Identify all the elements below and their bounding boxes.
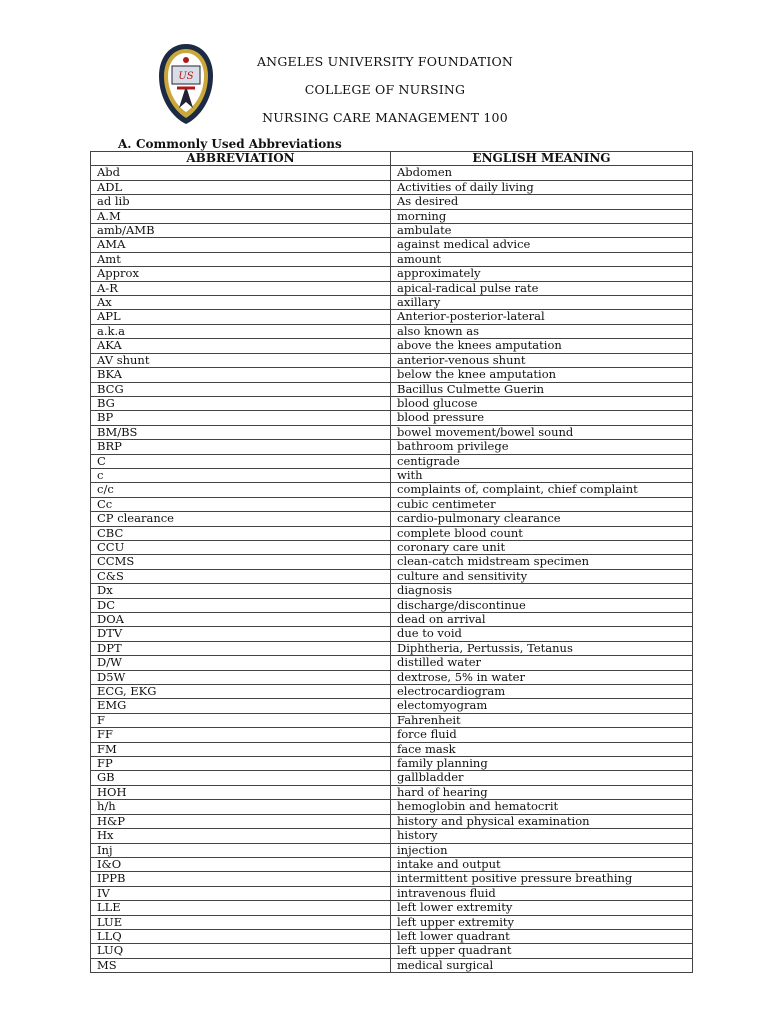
abbreviation-cell: Amt [91,252,391,266]
abbreviation-cell: APL [91,310,391,324]
meaning-cell: injection [391,843,693,857]
table-row [91,540,693,554]
meaning-cell: with [391,468,693,482]
meaning-cell: ambulate [391,224,693,238]
abbreviation-cell: FF [91,728,391,742]
seal-monogram: US [178,71,194,82]
abbreviation-cell: DPT [91,641,391,655]
table-row [91,627,693,641]
table-row [91,785,693,799]
table-row [91,310,693,324]
meaning-cell: also known as [391,324,693,338]
meaning-cell: left lower quadrant [391,929,693,943]
table-row [91,238,693,252]
abbreviation-cell: ECG, EKG [91,685,391,699]
meaning-cell: above the knees amputation [391,339,693,353]
section-heading [118,137,342,151]
meaning-cell: Activities of daily living [391,180,693,194]
meaning-cell: Fahrenheit [391,713,693,727]
meaning-cell: force fluid [391,728,693,742]
meaning-cell: approximately [391,267,693,281]
meaning-cell: left upper quadrant [391,944,693,958]
table-row [91,771,693,785]
abbreviation-cell: BG [91,396,391,410]
table-row [91,944,693,958]
abbreviation-cell: IV [91,886,391,900]
abbreviation-cell: AV shunt [91,353,391,367]
abbreviation-cell: Approx [91,267,391,281]
table-row [91,886,693,900]
table-row [91,613,693,627]
section-number: A. [118,137,132,151]
table-row [91,757,693,771]
table-row [91,699,693,713]
table-row [91,958,693,972]
meaning-cell: hemoglobin and hematocrit [391,800,693,814]
abbreviation-cell: MS [91,958,391,972]
meaning-cell: left lower extremity [391,901,693,915]
meaning-cell: medical surgical [391,958,693,972]
table-row [91,468,693,482]
meaning-cell: Diphtheria, Pertussis, Tetanus [391,641,693,655]
meaning-cell: history and physical examination [391,814,693,828]
table-row [91,267,693,281]
abbreviation-cell: DTV [91,627,391,641]
table-row [91,195,693,209]
table-header-row [91,152,693,166]
abbreviation-cell: F [91,713,391,727]
table-row [91,800,693,814]
table-row [91,497,693,511]
meaning-cell: hard of hearing [391,785,693,799]
table-row [91,829,693,843]
meaning-cell: anterior-venous shunt [391,353,693,367]
meaning-cell: electomyogram [391,699,693,713]
abbreviation-cell: Dx [91,584,391,598]
abbreviation-cell: LLE [91,901,391,915]
table-row [91,224,693,238]
table-row [91,670,693,684]
table-row [91,281,693,295]
abbreviation-cell: FP [91,757,391,771]
meaning-cell: against medical advice [391,238,693,252]
abbreviation-cell: HOH [91,785,391,799]
table-row [91,843,693,857]
abbreviation-cell: c/c [91,483,391,497]
meaning-cell: dead on arrival [391,613,693,627]
meaning-cell: electrocardiogram [391,685,693,699]
table-row [91,728,693,742]
meaning-cell: left upper extremity [391,915,693,929]
table-row [91,382,693,396]
meaning-cell: diagnosis [391,584,693,598]
column-header-english-meaning: ENGLISH MEANING [391,152,693,166]
abbreviation-cell: Cc [91,497,391,511]
meaning-cell: amount [391,252,693,266]
meaning-cell: bathroom privilege [391,440,693,454]
section-title: Commonly Used Abbreviations [136,137,342,151]
meaning-cell: centigrade [391,454,693,468]
table-row [91,454,693,468]
table-row [91,656,693,670]
meaning-cell: intake and output [391,857,693,871]
table-row [91,411,693,425]
table-row [91,440,693,454]
table-row [91,166,693,180]
abbreviations-table [90,151,693,973]
meaning-cell: blood pressure [391,411,693,425]
abbreviation-cell: AMA [91,238,391,252]
meaning-cell: intermittent positive pressure breathing [391,872,693,886]
abbreviation-cell: BP [91,411,391,425]
abbreviation-cell: IPPB [91,872,391,886]
table-row [91,396,693,410]
abbreviation-cell: h/h [91,800,391,814]
abbreviation-cell: DOA [91,613,391,627]
table-row [91,857,693,871]
table-row [91,929,693,943]
meaning-cell: axillary [391,296,693,310]
meaning-cell: Bacillus Culmette Guerin [391,382,693,396]
abbreviation-cell: LUE [91,915,391,929]
abbreviation-cell: LLQ [91,929,391,943]
abbreviation-cell: CBC [91,526,391,540]
abbreviation-cell: CP clearance [91,512,391,526]
meaning-cell: face mask [391,742,693,756]
meaning-cell: complete blood count [391,526,693,540]
abbreviation-cell: EMG [91,699,391,713]
meaning-cell: history [391,829,693,843]
table-row [91,180,693,194]
abbreviation-cell: GB [91,771,391,785]
table-row [91,584,693,598]
abbreviation-cell: Hx [91,829,391,843]
course-title: NURSING CARE MANAGEMENT 100 [262,110,508,125]
abbreviation-cell: Abd [91,166,391,180]
column-header-abbreviation: ABBREVIATION [91,152,391,166]
table-row [91,569,693,583]
table-row [91,814,693,828]
abbreviation-cell: H&P [91,814,391,828]
table-row [91,872,693,886]
abbreviation-cell: C [91,454,391,468]
meaning-cell: due to void [391,627,693,641]
abbreviation-cell: I&O [91,857,391,871]
abbreviation-cell: AKA [91,339,391,353]
meaning-cell: coronary care unit [391,540,693,554]
meaning-cell: clean-catch midstream specimen [391,555,693,569]
table-row [91,296,693,310]
college-name: COLLEGE OF NURSING [304,82,466,97]
abbreviation-cell: ad lib [91,195,391,209]
table-row [91,685,693,699]
meaning-cell: below the knee amputation [391,368,693,382]
table-row [91,915,693,929]
abbreviation-cell: DC [91,598,391,612]
table-row [91,339,693,353]
abbreviation-cell: C&S [91,569,391,583]
table-row [91,483,693,497]
abbreviation-cell: BRP [91,440,391,454]
table-row [91,368,693,382]
table-row [91,555,693,569]
table-row [91,713,693,727]
meaning-cell: gallbladder [391,771,693,785]
table-row [91,209,693,223]
abbreviation-cell: BM/BS [91,425,391,439]
meaning-cell: dextrose, 5% in water [391,670,693,684]
meaning-cell: bowel movement/bowel sound [391,425,693,439]
abbreviation-cell: BCG [91,382,391,396]
meaning-cell: discharge/discontinue [391,598,693,612]
abbreviation-cell: BKA [91,368,391,382]
table-body [91,166,693,973]
meaning-cell: As desired [391,195,693,209]
meaning-cell: distilled water [391,656,693,670]
table-row [91,526,693,540]
meaning-cell: complaints of, complaint, chief complaint [391,483,693,497]
table-row [91,324,693,338]
abbreviation-cell: ADL [91,180,391,194]
table-row [91,353,693,367]
abbreviation-cell: a.k.a [91,324,391,338]
table-row [91,641,693,655]
meaning-cell: intravenous fluid [391,886,693,900]
abbreviation-cell: A-R [91,281,391,295]
table-row [91,742,693,756]
meaning-cell: blood glucose [391,396,693,410]
abbreviation-cell: CCU [91,540,391,554]
meaning-cell: morning [391,209,693,223]
meaning-cell: family planning [391,757,693,771]
abbreviation-cell: CCMS [91,555,391,569]
table-row [91,598,693,612]
abbreviation-cell: Ax [91,296,391,310]
abbreviation-cell: D/W [91,656,391,670]
meaning-cell: apical-radical pulse rate [391,281,693,295]
table-row [91,901,693,915]
table-row [91,252,693,266]
meaning-cell: cubic centimeter [391,497,693,511]
meaning-cell: Anterior-posterior-lateral [391,310,693,324]
table-row [91,512,693,526]
abbreviation-cell: LUQ [91,944,391,958]
abbreviation-cell: D5W [91,670,391,684]
table-row [91,425,693,439]
abbreviation-cell: c [91,468,391,482]
abbreviation-cell: amb/AMB [91,224,391,238]
abbreviation-cell: FM [91,742,391,756]
abbreviation-cell: Inj [91,843,391,857]
university-seal-icon [157,42,215,126]
meaning-cell: culture and sensitivity [391,569,693,583]
university-name: ANGELES UNIVERSITY FOUNDATION [256,54,514,69]
abbreviation-cell: A.M [91,209,391,223]
meaning-cell: cardio-pulmonary clearance [391,512,693,526]
meaning-cell: Abdomen [391,166,693,180]
